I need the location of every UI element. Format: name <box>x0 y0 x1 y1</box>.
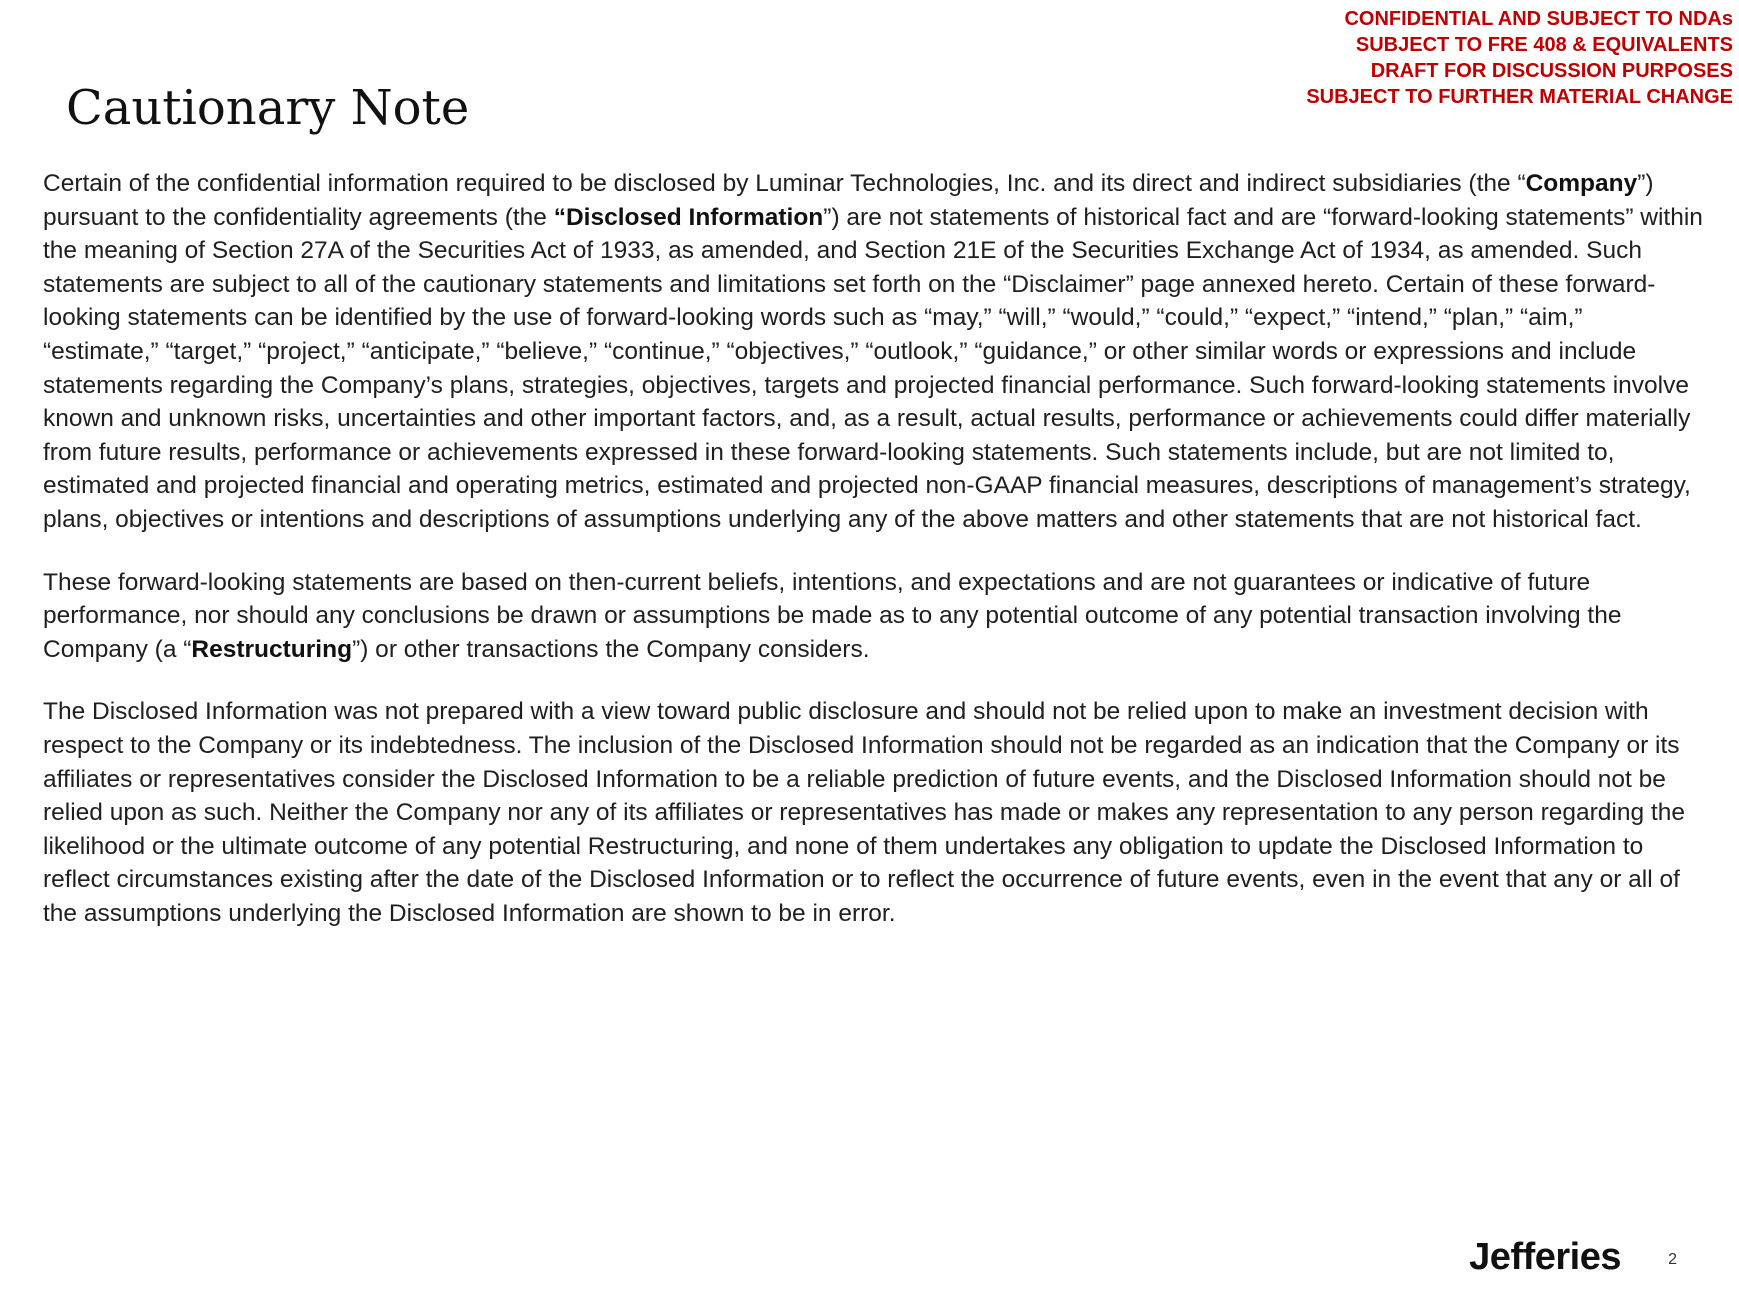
paragraph-2-text-b: ”) or other transactions the Company considers. <box>352 635 870 663</box>
confidential-line-4: SUBJECT TO FURTHER MATERIAL CHANGE <box>1306 86 1733 108</box>
page-number: 2 <box>1668 1251 1677 1268</box>
paragraph-1-text-b: ”) pursuant to the confidentiality agreements (the <box>43 170 1654 231</box>
paragraph-2-text-a: These forward-looking statements are based on then-current beliefs, intentions, and expectations and are not guarantees or indicative of future performance, nor should any conclusions be drawn or assumptions be made as to any potential outcome of any potential transaction involving the Company (a “ <box>43 568 1622 663</box>
paragraph-3: The Disclosed Information was not prepared with a view toward public disclosure and should not be relied upon to make an investment decision with respect to the Company or its indebtedness. The inclusion of the Disclosed Information should not be regarded as an indication that the Company or its affiliates or representatives consider the Disclosed Information to be a reliable prediction of future events, and the Disclosed Information should not be relied upon as such. Neither the Company nor any of its affiliates or representatives has made or makes any representation to any person regarding the likelihood or the ultimate outcome of any potential Restructuring, and none of them undertakes any obligation to update the Disclosed Information to reflect circumstances existing after the date of the Disclosed Information or to reflect the occurrence of future events, even in the event that any or all of the assumptions underlying the Disclosed Information are shown to be in error. <box>43 698 1685 927</box>
paragraph-1 <box>43 167 1703 537</box>
paragraph-2 <box>43 566 1703 667</box>
document-body <box>43 167 1703 959</box>
confidential-line-3: DRAFT FOR DISCUSSION PURPOSES <box>1370 60 1733 82</box>
page-title: Cautionary Note <box>66 80 470 136</box>
confidential-notice <box>1306 6 1733 110</box>
paragraph-1-bold-disclosed-information: “Disclosed Information <box>553 203 824 231</box>
paragraph-1-text-a: Certain of the confidential information required to be disclosed by Luminar Technologies, Inc. and its direct and indirect subsidiaries (the “ <box>43 170 1526 197</box>
jefferies-logo: Jefferies <box>1469 1236 1621 1278</box>
confidential-line-1: CONFIDENTIAL AND SUBJECT TO NDAs <box>1344 8 1733 30</box>
paragraph-1-bold-company: Company <box>1525 170 1638 197</box>
confidential-line-2: SUBJECT TO FRE 408 & EQUIVALENTS <box>1355 34 1733 56</box>
paragraph-1-text-c: ”) are not statements of historical fact and are “forward-looking statements” within the meaning of Section 27A of the Securities Act of 1933, as amended, and Section 21E of the Securities Exchange Act of 1934, as amended. Such statements are subject to all of the cautionary statements and limitations set forth on the “Disclaimer” page annexed hereto. Certain of these forward-looking statements can be identified by the use of forward-looking words such as “may,” “will,” “would,” “could,” “expect,” “intend,” “plan,” “aim,” “estimate,” “target,” “project,” “anticipate,” “believe,” “continue,” “objectives,” “outlook,” “guidance,” or other similar words or expressions and include statements regarding the Company’s plans, strategies, objectives, targets and projected financial performance. Such forward-looking statements involve known and unknown risks, uncertainties and other important factors, and, as a result, actual results, performance or achievements could differ materially from future results, performance or achievements expressed in these forward-looking statements. Such statements include, but are not limited to, estimated and projected financial and operating metrics, estimated and projected non-GAAP financial measures, descriptions of management’s strategy, plans, objectives or intentions and descriptions of assumptions underlying any of the above matters and other statements that are not historical fact. <box>43 203 1703 533</box>
paragraph-2-bold-restructuring: Restructuring <box>191 635 353 663</box>
